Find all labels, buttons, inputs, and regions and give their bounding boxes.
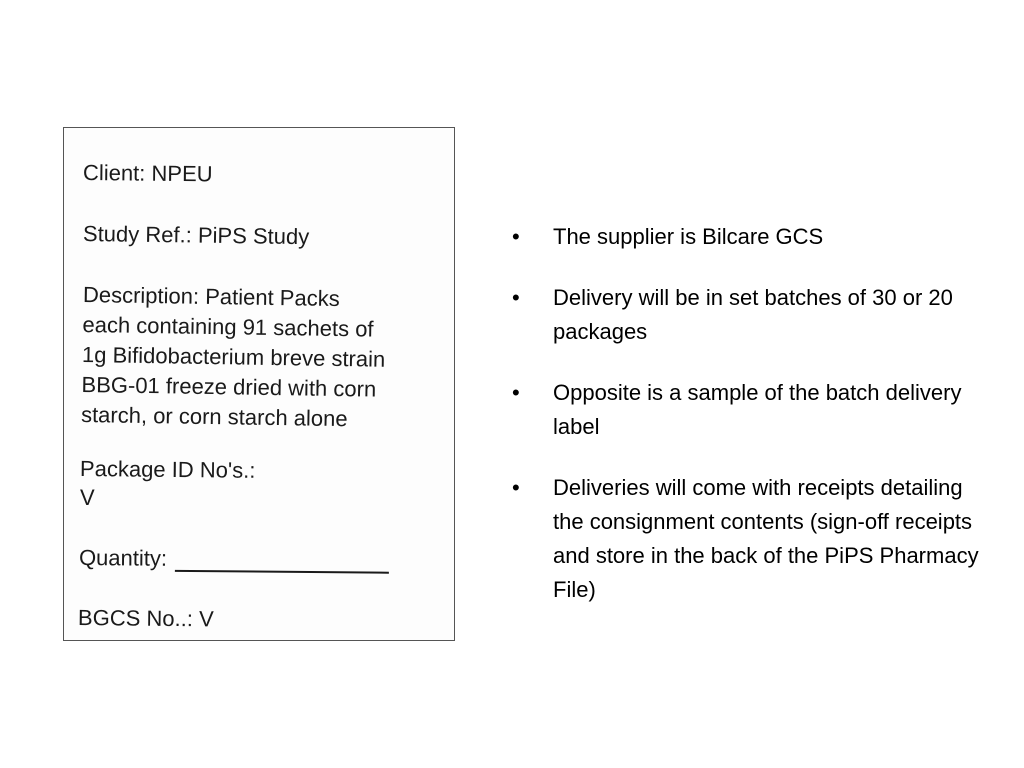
label-package-id: Package ID No's.: (79, 456, 256, 483)
label-bgcs-number: BGCS No..: V (77, 605, 214, 632)
bullet-icon: • (512, 380, 520, 405)
label-quantity-blank-line (175, 550, 389, 574)
label-quantity (79, 545, 389, 574)
bullet-text: Delivery will be in set batches of 30 or 20 packages (553, 285, 953, 344)
bullet-text: Deliveries will come with receipts detailing the consignment contents (sign-off receipts and store in the back of the PiPS Pharmacy File) (553, 475, 979, 602)
label-package-id-value: V (80, 485, 95, 510)
bullet-list (512, 220, 982, 634)
bullet-icon: • (512, 224, 520, 249)
bullet-icon: • (512, 475, 520, 500)
batch-delivery-label-image (63, 127, 455, 641)
bullet-item (512, 281, 982, 349)
label-description: Description: Patient Packs each containing 91 sachets of 1g Bifidobacterium breve strain BBG-01 freeze dried with corn starch, or corn starch alone (80, 282, 386, 432)
bullet-item (512, 471, 982, 607)
label-quantity-text: Quantity: (78, 545, 168, 571)
bullet-item (512, 376, 982, 444)
label-study-ref: Study Ref.: PiPS Study (82, 221, 310, 250)
bullet-item (512, 220, 982, 254)
bullet-text: Opposite is a sample of the batch delivery label (553, 380, 962, 439)
label-client: Client: NPEU (82, 160, 213, 187)
bullet-text: The supplier is Bilcare GCS (553, 224, 824, 249)
bullet-icon: • (512, 285, 520, 310)
